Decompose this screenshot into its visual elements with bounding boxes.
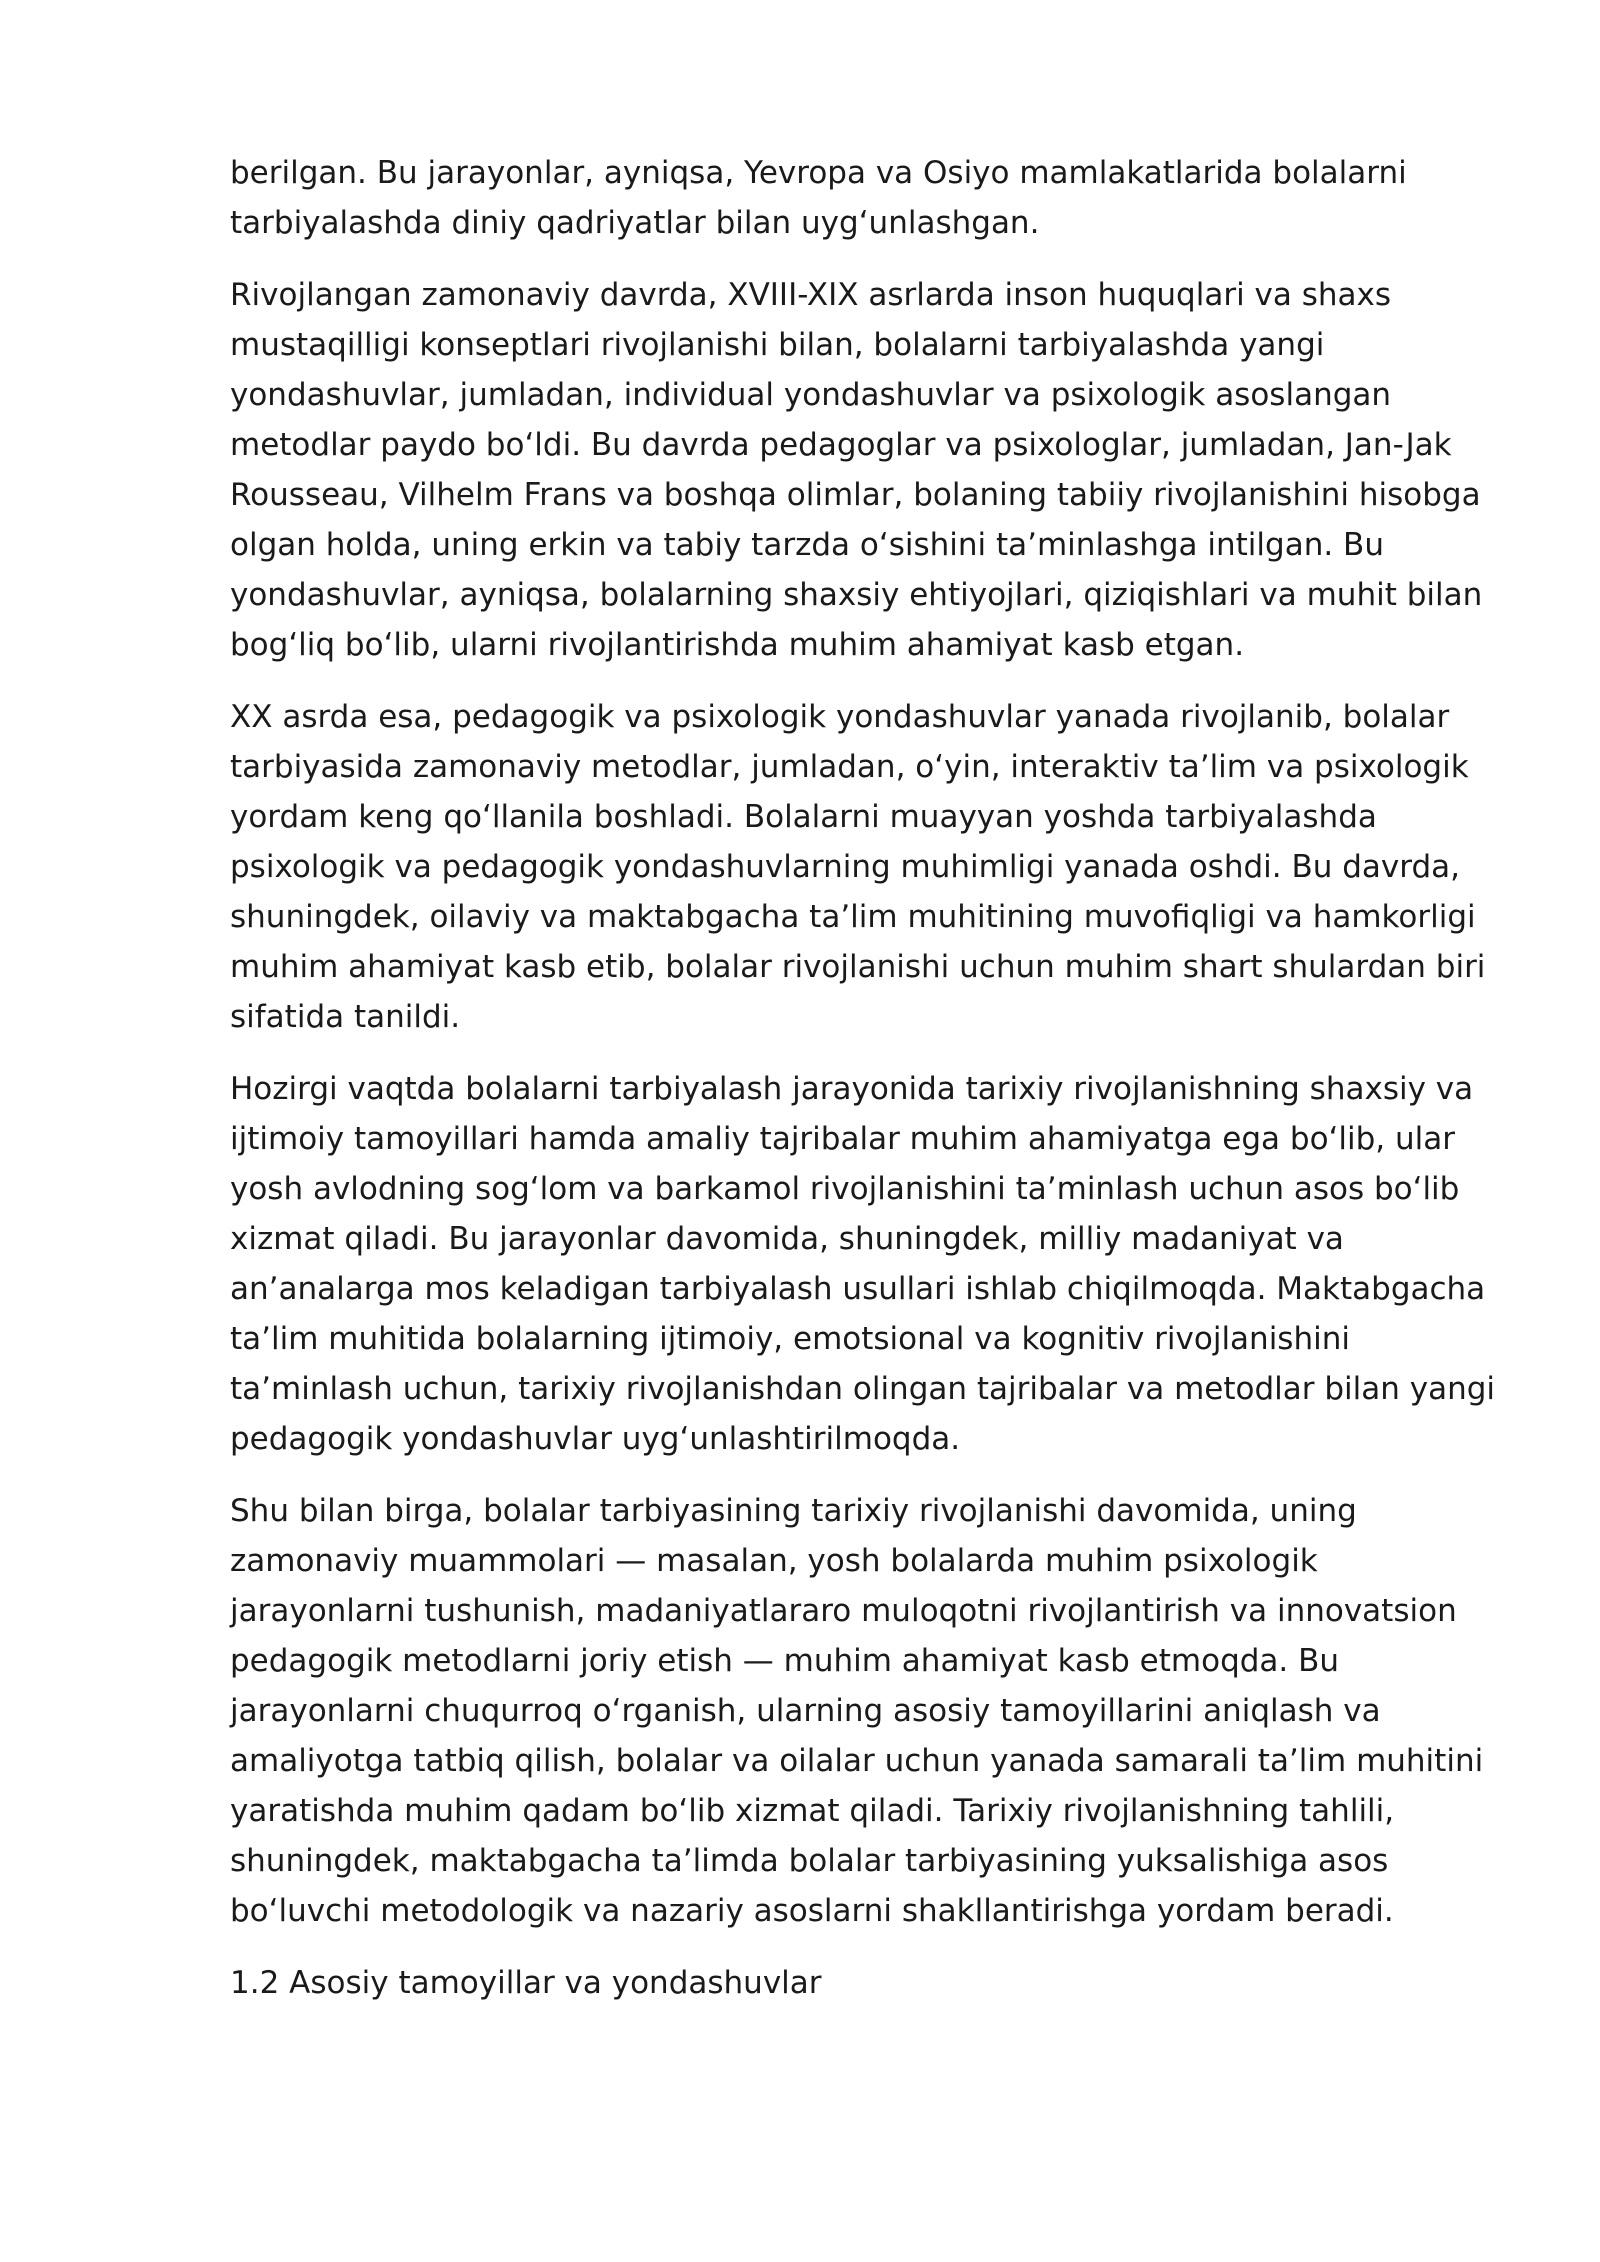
paragraph-5: Shu bilan birga, bolalar tarbiyasining tarixiy rivojlanishi davomida, uning zamonaviy muammolari — masalan, yosh bolalarda muhim psixologik jarayonlarni tushunish, madaniyatlararo muloqotni rivojlantirish va innovatsion pedagogik metodlarni joriy etish — muhim ahamiyat kasb etmoqda. Bu jarayonlarni chuqurroq o‘rganish, ularning asosiy tamoyillarini aniqlash va amaliyotga tatbiq qilish, bolalar va oilalar uchun yanada samarali ta’lim muhitini yaratishda muhim qadam bo‘lib xizmat qiladi. Tarixiy rivojlanishning tahlili, shuningdek, maktabgacha ta’limda bolalar tarbiyasining yuksalishiga asos bo‘luvchi metodologik va nazariy asoslarni shakllantirishga yordam beradi. [230,1493,1484,1929]
section-heading: 1.2 Asosiy tamoyillar va yondashuvlar [230,1965,822,2001]
paragraph-4: Hozirgi vaqtda bolalarni tarbiyalash jarayonida tarixiy rivojlanishning shaxsiy va ijtimoiy tamoyillari hamda amaliy tajribalar muhim ahamiyatga ega bo‘lib, ular yosh avlodning sog‘lom va barkamol rivojlanishini ta’minlash uchun asos bo‘lib xizmat qiladi. Bu jarayonlar davomida, shuningdek, milliy madaniyat va an’analarga mos keladigan tarbiyalash usullari ishlab chiqilmoqda. Maktabgacha ta’lim muhitida bolalarning ijtimoiy, emotsional va kognitiv rivojlanishini ta’minlash uchun, tarixiy rivojlanishdan olingan tajribalar va metodlar bilan yangi pedagogik yondashuvlar uyg‘unlashtirilmoqda. [230,1071,1496,1457]
paragraph-3: XX asrda esa, pedagogik va psixologik yondashuvlar yanada rivojlanib, bolalar tarbiyasida zamonaviy metodlar, jumladan, o‘yin, interaktiv ta’lim va psixologik yordam keng qo‘llanila boshladi. Bolalarni muayyan yoshda tarbiyalashda psixologik va pedagogik yondashuvlarning muhimligi yanada oshdi. Bu davrda, shuningdek, oilaviy va maktabgacha ta’lim muhitining muvofiqligi va hamkorligi muhim ahamiyat kasb etib, bolalar rivojlanishi uchun muhim shart shulardan biri sifatida tanildi. [230,699,1486,1035]
paragraph-1: berilgan. Bu jarayonlar, ayniqsa, Yevropa va Osiyo mamlakatlarida bolalarni tarbiyalashda diniy qadriyatlar bilan uyg‘unlashgan. [230,155,1407,241]
paragraph-2: Rivojlangan zamonaviy davrda, XVIII-XIX asrlarda inson huquqlari va shaxs mustaqilligi konseptlari rivojlanishi bilan, bolalarni tarbiyalashda yangi yondashuvlar, jumladan, individual yondashuvlar va psixologik asoslangan metodlar paydo bo‘ldi. Bu davrda pedagoglar va psixologlar, jumladan, Jan-Jak Rousseau, Vilhelm Frans va boshqa olimlar, bolaning tabiiy rivojlanishini hisobga olgan holda, uning erkin va tabiy tarzda o‘sishini ta’minlashga intilgan. Bu yondashuvlar, ayniqsa, bolalarning shaxsiy ehtiyojlari, qiziqishlari va muhit bilan bog‘liq bo‘lib, ularni rivojlantirishda muhim ahamiyat kasb etgan. [230,277,1483,663]
document-body [230,148,1500,2030]
